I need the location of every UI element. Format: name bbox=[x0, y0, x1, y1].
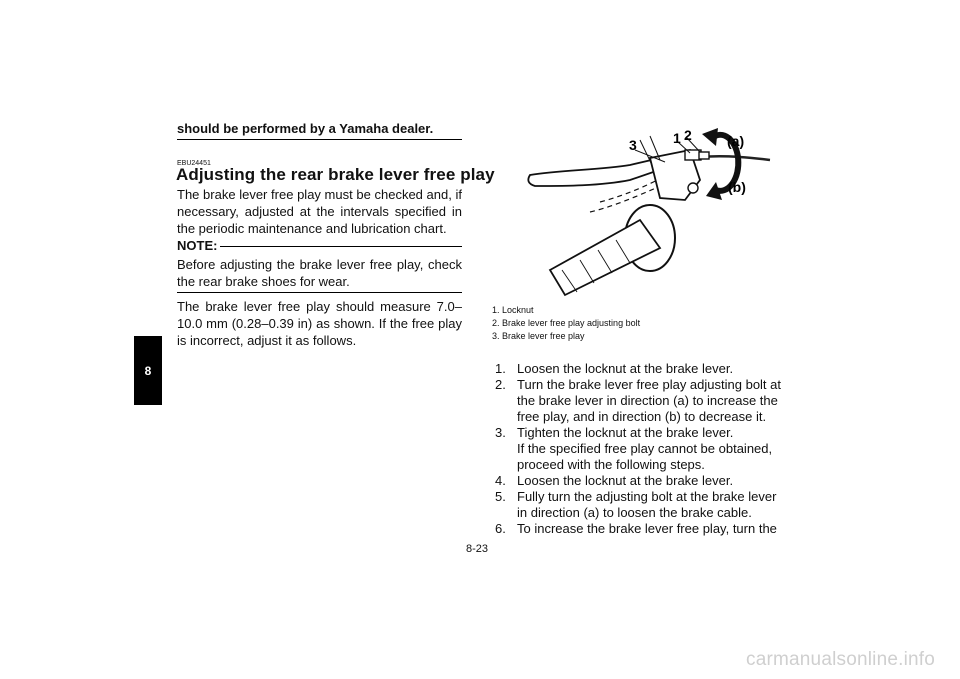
adjusting-bolt bbox=[699, 152, 709, 159]
caption-item: 1. Locknut bbox=[492, 305, 534, 315]
section-code: EBU24451 bbox=[177, 160, 211, 167]
figure-captions bbox=[492, 304, 640, 342]
step-item bbox=[495, 377, 783, 425]
step-number: 3. bbox=[495, 425, 506, 440]
callout-1: 1 bbox=[673, 130, 681, 146]
step-subtext: If the specified free play cannot be obtained, proceed with the following steps. bbox=[517, 441, 773, 472]
step-item bbox=[495, 489, 783, 521]
step-text: Loosen the locknut at the brake lever. bbox=[517, 473, 734, 488]
page-number: 8-23 bbox=[466, 543, 489, 555]
chapter-tab-number: 8 bbox=[144, 363, 152, 378]
callout-a: (a) bbox=[727, 133, 745, 149]
caption-item: 3. Brake lever free play bbox=[492, 330, 585, 341]
step-number: 1. bbox=[495, 361, 506, 376]
brake-lever-illustration bbox=[490, 120, 780, 305]
note-text: Before adjusting the brake lever free play, check the rear brake shoes for wear. bbox=[177, 257, 462, 290]
step-text: To increase the brake lever free play, turn the bbox=[517, 521, 777, 536]
watermark: carmanualsonline.info bbox=[746, 649, 936, 670]
step-item bbox=[495, 425, 783, 473]
intro-paragraph: The brake lever free play must be checked and, if necessary, adjusted at the intervals specified in the periodic maintenance and lubrication chart. bbox=[177, 187, 462, 237]
spec-paragraph: The brake lever free play should measure 7.0–10.0 mm (0.28–0.39 in) as shown. If the free play is incorrect, adjust it as follows. bbox=[177, 299, 462, 349]
continuation-heading: should be performed by a Yamaha dealer. bbox=[177, 121, 462, 140]
procedure-steps bbox=[495, 361, 783, 537]
step-item bbox=[495, 473, 783, 489]
step-number: 2. bbox=[495, 377, 506, 392]
chapter-tab bbox=[134, 336, 162, 405]
step-item bbox=[495, 521, 783, 537]
step-text: Fully turn the adjusting bolt at the brake lever in direction (a) to loosen the brake cable. bbox=[517, 489, 777, 520]
note-rule bbox=[220, 246, 462, 247]
step-text: Tighten the locknut at the brake lever. bbox=[517, 425, 734, 440]
step-text: Loosen the locknut at the brake lever. bbox=[517, 361, 734, 376]
note-end-rule bbox=[177, 292, 462, 293]
brake-lever bbox=[528, 158, 665, 186]
step-number: 4. bbox=[495, 473, 506, 488]
callout-2: 2 bbox=[684, 127, 692, 143]
callout-3: 3 bbox=[629, 137, 637, 153]
step-number: 5. bbox=[495, 489, 506, 504]
caption-item: 2. Brake lever free play adjusting bolt bbox=[492, 317, 641, 328]
step-item bbox=[495, 361, 783, 377]
step-number: 6. bbox=[495, 521, 506, 536]
note-header bbox=[177, 238, 462, 253]
note-label: NOTE: bbox=[177, 238, 218, 253]
section-title: Adjusting the rear brake lever free play bbox=[176, 165, 495, 184]
callout-b: (b) bbox=[728, 179, 746, 195]
step-text: Turn the brake lever free play adjusting bolt at the brake lever in direction (a) to increase the free play, and in direction (b) to decrease it. bbox=[517, 377, 781, 424]
